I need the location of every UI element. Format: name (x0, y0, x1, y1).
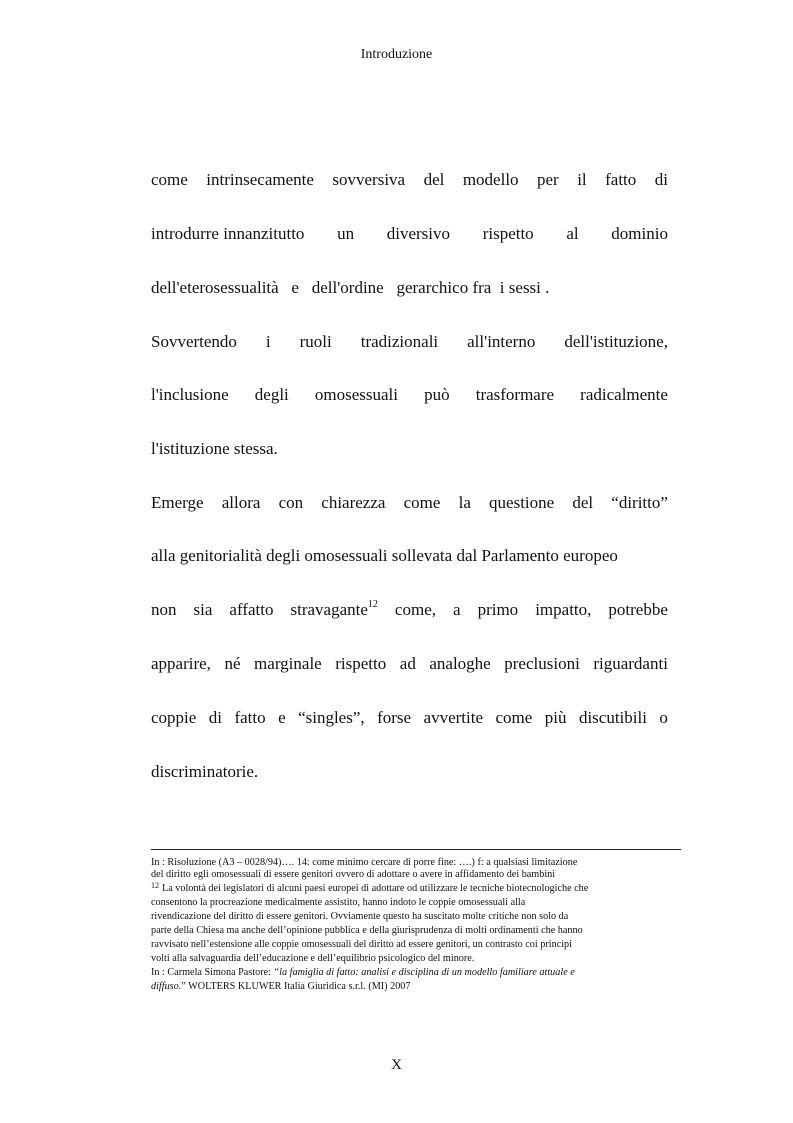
word: modello (462, 170, 519, 189)
body-line (151, 600, 668, 623)
word: analoghe (429, 654, 491, 673)
word: rispetto (335, 654, 387, 673)
word: di (654, 170, 668, 189)
footnote-2-citation-line-1 (151, 967, 671, 979)
footnote-2-citation-line-2 (151, 981, 671, 993)
word: chiarezza (321, 493, 386, 512)
word: come (403, 493, 441, 512)
word: l'inclusione (151, 385, 229, 404)
word: radicalmente (580, 385, 668, 404)
citation-title: diffuso. (151, 981, 182, 992)
word: rispetto (482, 224, 534, 243)
word: più (544, 708, 567, 727)
word: a (453, 600, 461, 619)
word: con (278, 493, 304, 512)
body-line (151, 654, 668, 674)
footnote-2-line-4: parte della Chiesa ma anche dell’opinione pubblica e della giurisprudenza di molti ordinamenti che hanno (151, 925, 583, 936)
word: di (208, 708, 223, 727)
footnote-2-line-2: consentono la procreazione medicalmente assistito, hanno indoto le coppie omosessuali alla (151, 897, 526, 908)
footnote-marker: 12 (151, 881, 159, 890)
word: affatto (229, 600, 274, 619)
word: impatto, (535, 600, 592, 619)
word: omosessuali (314, 385, 398, 404)
word: apparire, (151, 654, 211, 673)
word: stravagante (290, 600, 368, 619)
word: i (265, 332, 271, 351)
body-line (151, 224, 668, 244)
word: intrinsecamente (206, 170, 314, 189)
footnote-reference: 12 (367, 599, 378, 610)
footnote-1-line-1 (151, 857, 671, 869)
word: primo (477, 600, 519, 619)
footnote-2-line-5: ravvisato nell’estensione alle coppie omosessuali del diritto ad essere genitori, un contrasto coi principi (151, 939, 572, 950)
word: allora (221, 493, 261, 512)
word: come, (394, 600, 436, 619)
citation-title: “la famiglia di fatto: analisi e disciplina di un modello familiare attuale e (273, 967, 575, 978)
word: avvertite (423, 708, 484, 727)
word: introdurre innanzitutto (151, 224, 305, 243)
footnote-rule (151, 849, 681, 850)
word: sovversiva (332, 170, 406, 189)
word: “diritto” (611, 493, 668, 512)
word: tradizionali (360, 332, 439, 351)
word: riguardanti (593, 654, 668, 673)
word: fatto (234, 708, 266, 727)
word: questione (489, 493, 555, 512)
word: fatto (605, 170, 637, 189)
body-line (151, 493, 668, 513)
footnote-1-line-2: del diritto egli omosessuali di essere genitori ovvero di adottare o avere in affidamento dei bambini (151, 869, 556, 880)
word: non (151, 600, 177, 619)
word: diversivo (386, 224, 451, 243)
body-line: l'istituzione stessa. (151, 439, 278, 458)
footnote-text: In : Risoluzione (A3 – 0028/94)…. 14: come minimo cercare di porre fine: ….) f: a qualsiasi limitazione (151, 857, 578, 868)
word: all'interno (467, 332, 536, 351)
word-with-reference (291, 600, 378, 623)
citation-prefix: In : Carmela Simona Pastore: (151, 967, 274, 978)
footnote-2-line-6: volti alla salvaguardia dell’educazione e dell’equilibrio psicologico del minore. (151, 953, 475, 964)
body-line (151, 170, 668, 190)
word: né (224, 654, 241, 673)
word: al (566, 224, 579, 243)
word: del (572, 493, 594, 512)
body-line: alla genitorialità degli omosessuali sollevata dal Parlamento europeo (151, 546, 618, 565)
word: trasformare (475, 385, 555, 404)
word: per (537, 170, 559, 189)
word: forse (377, 708, 412, 727)
word: marginale (254, 654, 322, 673)
word: come (495, 708, 533, 727)
body-line: dell'eterosessualità e dell'ordine gerarchico fra i sessi . (151, 278, 550, 297)
word: coppie (151, 708, 197, 727)
body-line (151, 385, 668, 405)
word: ruoli (299, 332, 332, 351)
word: preclusioni (504, 654, 580, 673)
footnote-2-line-1 (151, 883, 671, 895)
word: discutibili (578, 708, 647, 727)
body-line (151, 332, 668, 352)
word: il (577, 170, 587, 189)
body-line (151, 708, 668, 728)
word: può (424, 385, 450, 404)
body-line: discriminatorie. (151, 762, 259, 781)
page-number: X (391, 1057, 402, 1073)
word: un (337, 224, 355, 243)
word: Sovvertendo (151, 332, 237, 351)
word: degli (254, 385, 289, 404)
word: dell'istituzione, (564, 332, 668, 351)
word: “singles”, (298, 708, 365, 727)
word: potrebbe (608, 600, 668, 619)
word: o (659, 708, 668, 727)
word: come (151, 170, 188, 189)
running-header: Introduzione (360, 47, 433, 62)
word: dominio (611, 224, 668, 243)
word: e (278, 708, 286, 727)
footnote-2-line-3: rivendicazione del diritto di essere genitori. Ovviamente questo ha suscitato molte critiche non solo da (151, 911, 569, 922)
footnote-text: La volontà dei legislatori di alcuni paesi europei di adottare od utilizzare le tecniche biotecnologiche che (162, 883, 589, 894)
word: sia (193, 600, 213, 619)
word: Emerge (151, 493, 204, 512)
word: ad (399, 654, 416, 673)
citation-publisher: ” WOLTERS KLUWER Italia Giuridica s.r.l. (MI) 2007 (181, 981, 411, 992)
word: la (458, 493, 471, 512)
word: del (423, 170, 445, 189)
